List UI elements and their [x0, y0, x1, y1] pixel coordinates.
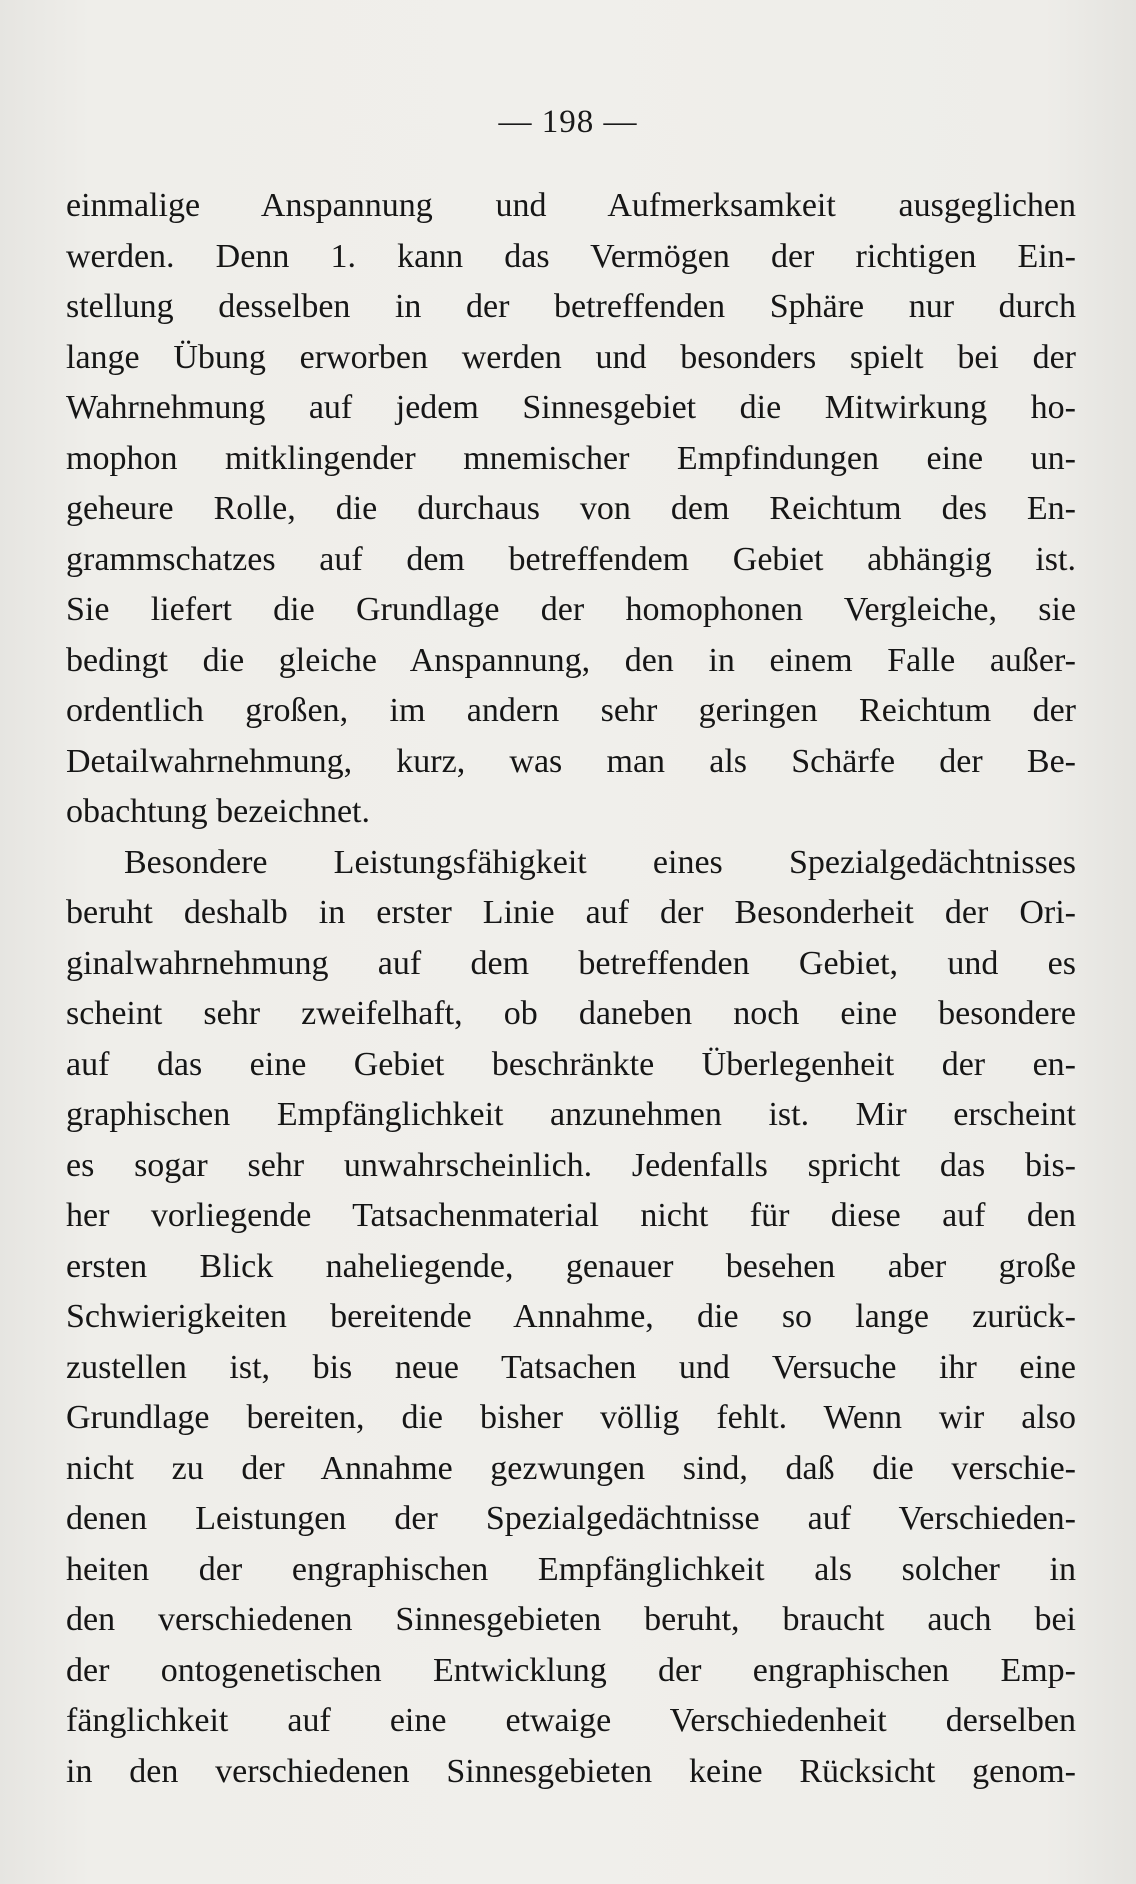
text-line: Grundlage bereiten, die bisher völlig fehlt. Wenn wir also [66, 1399, 1076, 1436]
body-text [66, 181, 1076, 1797]
text-line: einmalige Anspannung und Aufmerksamkeit ausgeglichen [66, 187, 1076, 224]
text-line: lange Übung erworben werden und besonders spielt bei der [66, 338, 1076, 376]
text-line: Detailwahrnehmung, kurz, was man als Schärfe der Be- [66, 742, 1076, 780]
text-line: grammschatzes auf dem betreffendem Gebiet abhängig ist. [66, 540, 1076, 578]
text-line: stellung desselben in der betreffenden Sphäre nur durch [66, 288, 1076, 325]
text-line: her vorliegende Tatsachenmaterial nicht für diese auf den [66, 1197, 1076, 1234]
text-line: fänglichkeit auf eine etwaige Verschiedenheit derselben [66, 1702, 1076, 1739]
text-line: den verschiedenen Sinnesgebieten beruht, braucht auch bei [66, 1601, 1076, 1638]
text-line: Schwierigkeiten bereitende Annahme, die so lange zurück- [66, 1298, 1076, 1335]
text-line: mophon mitklingender mnemischer Empfindungen eine un- [66, 439, 1076, 477]
text-line: nicht zu der Annahme gezwungen sind, daß die verschie- [66, 1449, 1076, 1487]
text-line: ginalwahrnehmung auf dem betreffenden Gebiet, und es [66, 944, 1076, 982]
text-line: bedingt die gleiche Anspannung, den in einem Falle außer- [66, 641, 1076, 679]
text-line: werden. Denn 1. kann das Vermögen der richtigen Ein- [66, 237, 1076, 275]
text-line: obachtung bezeichnet. [66, 793, 370, 830]
text-line: es sogar sehr unwahrscheinlich. Jedenfalls spricht das bis- [66, 1146, 1076, 1184]
text-line: ordentlich großen, im andern sehr geringen Reichtum der [66, 692, 1076, 729]
text-line: denen Leistungen der Spezialgedächtnisse auf Verschieden- [66, 1500, 1076, 1537]
text-line: geheure Rolle, die durchaus von dem Reichtum des En- [66, 490, 1076, 527]
text-line: auf das eine Gebiet beschränkte Überlegenheit der en- [66, 1045, 1076, 1083]
text-line: ersten Blick naheliegende, genauer besehen aber große [66, 1247, 1076, 1285]
text-line: in den verschiedenen Sinnesgebieten keine Rücksicht genom- [66, 1752, 1076, 1790]
text-line: beruht deshalb in erster Linie auf der Besonderheit der Ori- [66, 894, 1076, 931]
text-line: heiten der engraphischen Empfänglichkeit als solcher in [66, 1550, 1076, 1588]
text-line: Wahrnehmung auf jedem Sinnesgebiet die Mitwirkung ho- [66, 389, 1076, 426]
paragraph [66, 181, 1076, 838]
page-number: — 198 — [498, 104, 638, 140]
text-line: zustellen ist, bis neue Tatsachen und Versuche ihr eine [66, 1348, 1076, 1386]
text-line: der ontogenetischen Entwicklung der engraphischen Emp- [66, 1651, 1076, 1689]
paragraph [66, 838, 1076, 1798]
text-line: scheint sehr zweifelhaft, ob daneben noch eine besondere [66, 995, 1076, 1032]
text-line: Besondere Leistungsfähigkeit eines Spezialgedächtnisses [124, 843, 1076, 881]
text-line: Sie liefert die Grundlage der homophonen Vergleiche, sie [66, 591, 1076, 628]
text-line: graphischen Empfänglichkeit anzunehmen ist. Mir erscheint [66, 1096, 1076, 1133]
